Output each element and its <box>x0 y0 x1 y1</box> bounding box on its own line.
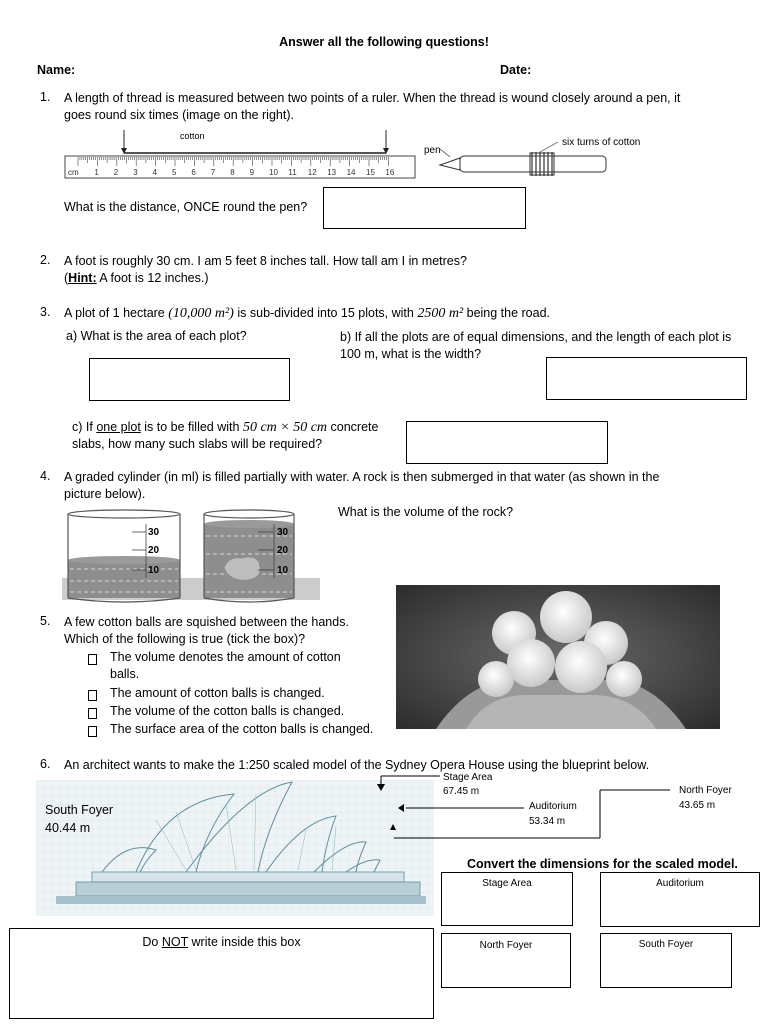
question-6: 6. An architect wants to make the 1:250 scaled model of the Sydney Opera House using the blueprint below. <box>40 757 650 772</box>
pen-label: pen <box>424 145 441 156</box>
ruler-figure <box>64 128 420 180</box>
question-number: 1. <box>40 90 51 104</box>
question-4-prompt: What is the volume of the rock? <box>338 505 514 519</box>
question-3c: c) If one plot is to be filled with 50 cm × 50 cm concrete slabs, how many such slabs will be required? <box>72 420 379 451</box>
option-2-checkbox[interactable] <box>88 690 97 701</box>
ruler-number: 12 <box>307 168 317 177</box>
ruler-number: 5 <box>172 168 177 177</box>
road-formula: 2500 m² <box>417 306 464 321</box>
option-3: The volume of the cotton balls is changed. <box>110 704 345 718</box>
question-text: A length of thread is measured between two points of a ruler. When the thread is wound closely around a pen, it goes round six times (image on the right). <box>64 91 681 122</box>
option-1-checkbox[interactable] <box>88 654 97 665</box>
ruler-number: 14 <box>346 168 356 177</box>
callout-lines <box>370 770 670 840</box>
ruler-number: 13 <box>327 168 337 177</box>
date-label: Date: <box>500 63 532 77</box>
ruler-number: 11 <box>288 168 297 177</box>
question-3: 3. A plot of 1 hectare (10,000 m²) is sub-divided into 15 plots, with 2500 m² being the road. <box>40 305 551 321</box>
ruler-number: 6 <box>191 168 196 177</box>
answer-box-stage-area[interactable]: Stage Area <box>441 872 573 926</box>
do-not-write-box <box>9 928 434 1019</box>
turns-label: six turns of cotton <box>562 137 641 148</box>
slab-formula: 50 cm × 50 cm <box>242 420 328 435</box>
cotton-balls-photo <box>396 585 720 729</box>
question-3a: a) What is the area of each plot? <box>66 329 247 343</box>
answer-box-north-foyer[interactable]: North Foyer <box>441 933 571 988</box>
question-1-prompt: What is the distance, ONCE round the pen? <box>64 200 308 214</box>
ruler-number: 2 <box>113 168 119 177</box>
option-4-checkbox[interactable] <box>88 726 97 737</box>
scale-label-10b: 10 <box>277 565 289 576</box>
scale-label-10a: 10 <box>148 565 160 576</box>
scale-label-30a: 30 <box>148 527 160 538</box>
question-3b: b) If all the plots are of equal dimensions, and the length of each plot is 100 m, what is the width? <box>340 330 732 361</box>
answer-box-south-foyer[interactable]: South Foyer <box>600 933 732 988</box>
name-label: Name: <box>37 63 76 77</box>
option-1: The volume denotes the amount of cotton balls. <box>110 650 341 681</box>
convert-instruction: Convert the dimensions for the scaled model. <box>467 857 738 871</box>
ruler-number: 15 <box>366 168 375 177</box>
question-5: 5. A few cotton balls are squished between the hands. Which of the following is true (tick the box)? The volume denotes the amount of cotton balls. The amount of cotton balls is changed. The volume of the cotton balls is changed. The surface area of the cotton balls is changed. <box>40 614 374 736</box>
ruler-number: 4 <box>152 168 158 177</box>
answer-box-q3b[interactable] <box>546 357 747 400</box>
do-not-write-label: Do NOT write inside this box <box>142 935 301 949</box>
answer-box-auditorium[interactable]: Auditorium <box>600 872 760 927</box>
ruler-number: 8 <box>230 168 235 177</box>
answer-box-q1[interactable] <box>323 187 526 229</box>
page-title: Answer all the following questions! <box>279 35 489 49</box>
option-3-checkbox[interactable] <box>88 708 97 719</box>
ruler-number: 7 <box>210 168 216 177</box>
question-2: 2. A foot is roughly 30 cm. I am 5 feet 8 inches tall. How tall am I in metres? (Hint: A foot is 12 inches.) <box>40 253 467 285</box>
answer-box-q3c[interactable] <box>406 421 608 464</box>
north-foyer-callout: North Foyer 43.65 m <box>679 785 732 811</box>
ruler-number: 10 <box>269 168 278 177</box>
cotton-label: cotton <box>180 131 205 141</box>
cylinder-figure <box>62 506 322 610</box>
auditorium-callout: Auditorium 53.34 m <box>529 801 577 827</box>
stage-area-callout: Stage Area 67.45 m <box>443 772 493 797</box>
scale-label-20a: 20 <box>148 545 160 556</box>
ruler-number: 9 <box>249 168 255 177</box>
option-4: The surface area of the cotton balls is changed. <box>110 722 374 736</box>
ruler-number: 1 <box>94 168 99 177</box>
ruler-number: 3 <box>133 168 138 177</box>
question-4: 4. A graded cylinder (in ml) is filled partially with water. A rock is then submerged in that water (as shown in the picture below). <box>40 469 660 501</box>
scale-label-30b: 30 <box>277 527 289 538</box>
area-formula: (10,000 m²) <box>168 306 234 321</box>
scale-label-20b: 20 <box>277 545 289 556</box>
hint-label: Hint: <box>68 271 97 285</box>
option-2: The amount of cotton balls is changed. <box>110 686 325 700</box>
answer-box-q3a[interactable] <box>89 358 290 401</box>
ruler-number: 16 <box>385 168 395 177</box>
south-foyer-label: South Foyer 40.44 m <box>45 803 114 835</box>
ruler-unit: cm <box>68 168 79 177</box>
